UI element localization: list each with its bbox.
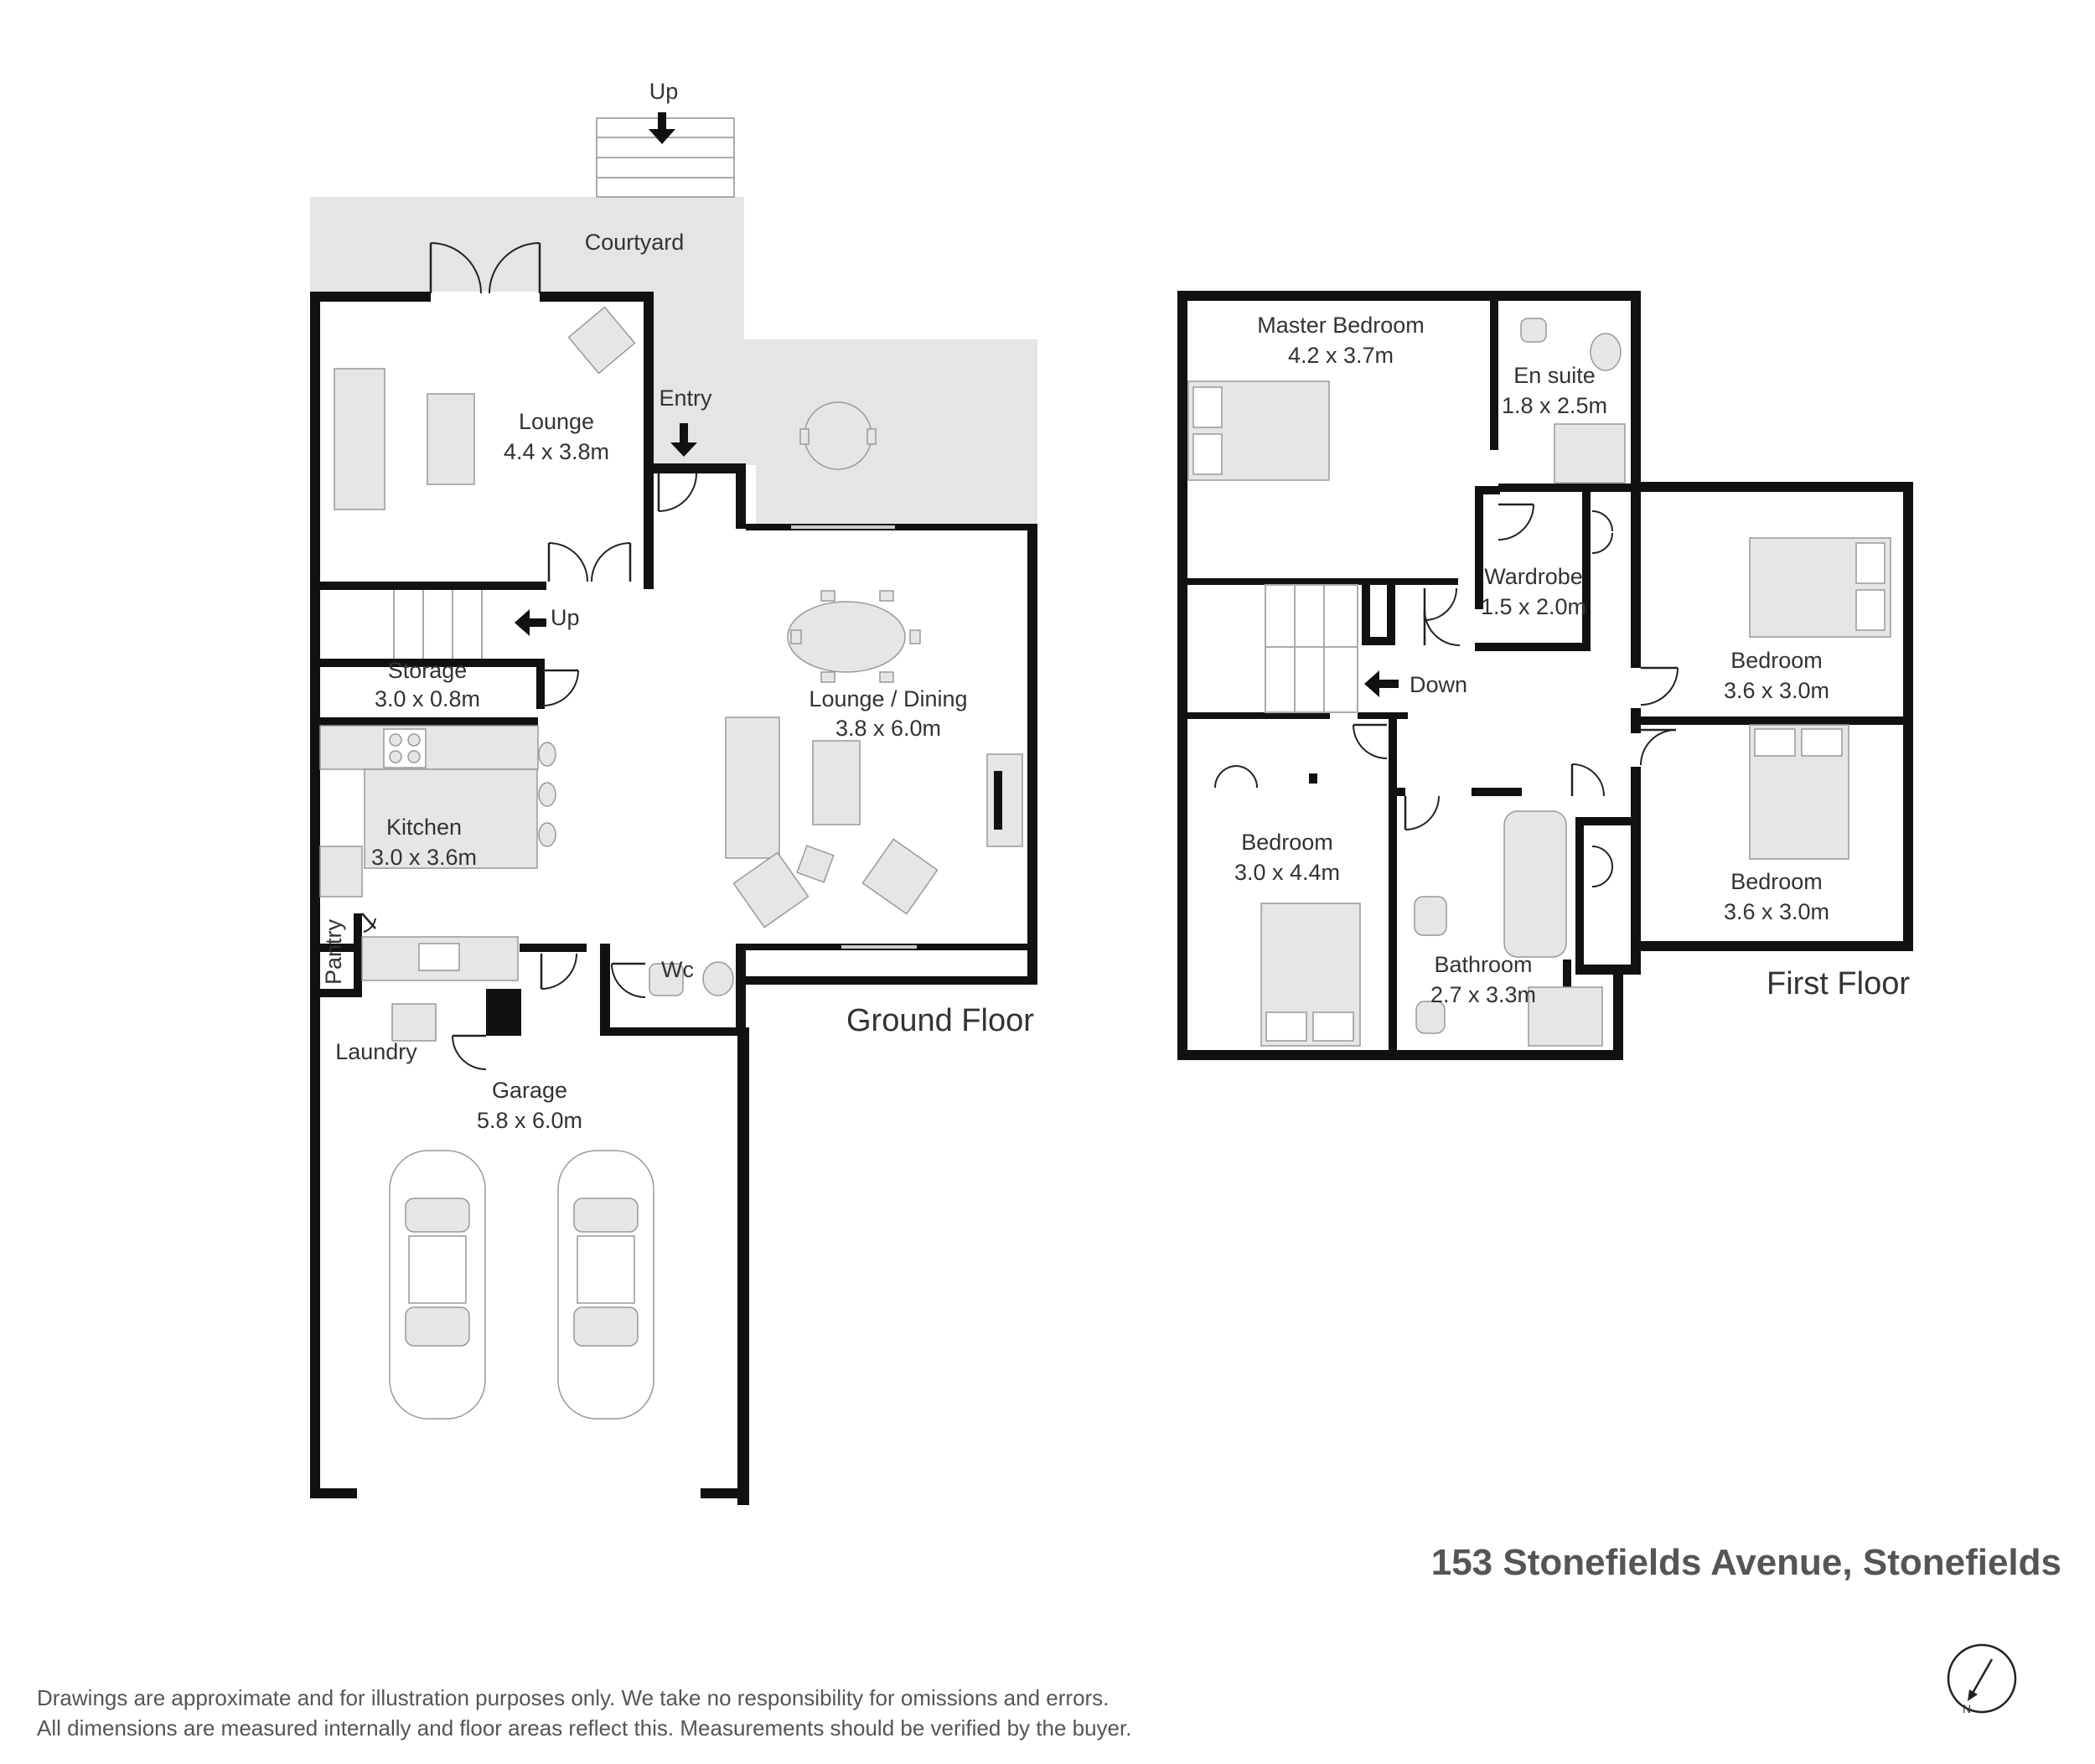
disclaimer (37, 1683, 1294, 1743)
car-icon (390, 1151, 485, 1419)
bedroom-w-dimensions: 3.0 x 4.4m (1234, 860, 1341, 885)
bedroom-se-name: Bedroom (1730, 869, 1823, 894)
first-floor-plan (1177, 291, 1913, 1060)
bathroom-dimensions: 2.7 x 3.3m (1430, 982, 1537, 1007)
lounge-dining-dimensions: 3.8 x 6.0m (835, 716, 942, 741)
garage-dimensions: 5.8 x 6.0m (476, 1108, 583, 1133)
entry-label: Entry (659, 385, 712, 411)
ground-floor-plan (310, 79, 1037, 1505)
first-floor-staircase (1265, 585, 1358, 712)
kitchen-dimensions: 3.0 x 3.6m (370, 845, 478, 870)
stairs-down-arrow-icon (1364, 670, 1399, 697)
first-floor-title: First Floor (1767, 966, 1910, 1001)
laundry-fixtures (392, 1004, 436, 1041)
master-bedroom-dimensions: 4.2 x 3.7m (1287, 343, 1394, 368)
north-arrow-icon (1944, 1641, 2020, 1716)
master-bedroom-name: Master Bedroom (1257, 313, 1425, 338)
property-address: 153 Stonefields Avenue, Stonefields (1430, 1542, 2061, 1583)
stairs-down-label: Down (1410, 672, 1468, 697)
wc-label: Wc (661, 957, 694, 982)
garage-cars (390, 1151, 654, 1419)
kitchen-name: Kitchen (385, 815, 463, 840)
dining-furniture (726, 591, 1022, 928)
storage-name: Storage (387, 658, 468, 683)
bedroom-w-name: Bedroom (1241, 830, 1333, 855)
ground-floor-title: Ground Floor (846, 1003, 1034, 1038)
wardrobe-name: Wardrobe (1484, 564, 1583, 589)
stairs-up-arrow-icon (515, 609, 546, 636)
ground-staircase (394, 590, 482, 659)
storage-dimensions: 3.0 x 0.8m (374, 686, 481, 711)
car-icon (558, 1151, 654, 1419)
bedroom-ne-dimensions: 3.6 x 3.0m (1723, 678, 1830, 703)
lounge-dining-name: Lounge / Dining (809, 686, 968, 711)
ensuite-name: En suite (1513, 363, 1596, 388)
bedroom-se-dimensions: 3.6 x 3.0m (1723, 899, 1830, 924)
disclaimer-line-1: Drawings are approximate and for illustration purposes only. We take no responsibility for omissions and errors. (37, 1685, 1110, 1710)
stairs-up-label: Up (649, 79, 679, 104)
bedroom-ne-name: Bedroom (1730, 648, 1823, 673)
north-letter: N (1963, 1702, 1972, 1715)
lounge-dimensions: 4.4 x 3.8m (503, 439, 610, 464)
bathroom-name: Bathroom (1434, 952, 1533, 977)
pantry-label: Pantry (321, 918, 346, 985)
wardrobe-dimensions: 1.5 x 2.0m (1480, 594, 1587, 619)
garage-name: Garage (491, 1078, 568, 1103)
disclaimer-line-2: All dimensions are measured internally and floor areas reflect this. Measurements should be verified by the buyer. (37, 1715, 1132, 1741)
ensuite-dimensions: 1.8 x 2.5m (1501, 393, 1608, 418)
stairs-up-label-2: Up (551, 605, 580, 630)
laundry-label: Laundry (335, 1039, 417, 1064)
courtyard-label: Courtyard (584, 230, 685, 255)
lounge-name: Lounge (518, 409, 595, 434)
